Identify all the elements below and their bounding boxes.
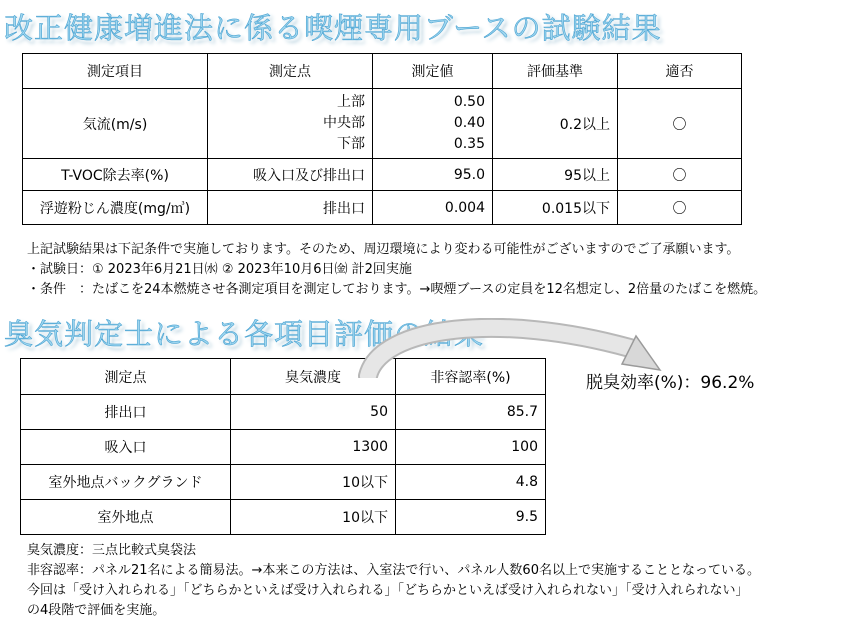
table-header-row (23, 54, 742, 89)
curved-arrow-icon (340, 318, 670, 378)
odor-heading: 臭気判定士による各項目評価の結果 (4, 317, 485, 351)
cell-rate: 85.7 (396, 395, 546, 430)
point-label: 下部 (337, 136, 365, 152)
table-row (23, 89, 742, 159)
row-criterion: 95以上 (493, 159, 618, 191)
table-row (21, 465, 546, 500)
cell-odor: 10以下 (231, 465, 396, 500)
odor-evaluation-table (20, 358, 546, 535)
cell-rate: 100 (396, 430, 546, 465)
cell-odor: 10以下 (231, 500, 396, 535)
row-points: 吸入口及び排出口 (208, 159, 373, 191)
deodorization-rate: 脱臭効率(%)：96.2% (586, 373, 755, 393)
header-value: 測定値 (373, 54, 493, 89)
table-row (23, 191, 742, 225)
row-values (373, 89, 493, 159)
cell-rate: 9.5 (396, 500, 546, 535)
table-row (21, 430, 546, 465)
header-point: 測定点 (208, 54, 373, 89)
point-label: 上部 (337, 94, 365, 110)
row-result: 〇 (618, 191, 742, 225)
cell-point: 室外地点 (21, 500, 231, 535)
results-heading: 改正健康増進法に係る喫煙専用ブースの試験結果 (4, 11, 662, 45)
cell-rate: 4.8 (396, 465, 546, 500)
header-point: 測定点 (21, 359, 231, 395)
row-criterion: 0.2以上 (493, 89, 618, 159)
header-item: 測定項目 (23, 54, 208, 89)
table-row (21, 395, 546, 430)
note-line: 非容認率：パネル21名による簡易法。→本来この方法は、入室法で行い、パネル人数60名以上で実施することとなっている。 (27, 563, 760, 578)
row-item: T-VOC除去率(%) (23, 159, 208, 191)
value-cell: 0.35 (453, 136, 485, 152)
header-odor: 臭気濃度 (231, 359, 396, 395)
row-item: 浮遊粉じん濃度(mg/㎥) (23, 191, 208, 225)
note-line: の4段階で評価を実施。 (27, 603, 166, 618)
point-label: 中央部 (323, 115, 365, 131)
header-result: 適否 (618, 54, 742, 89)
cell-point: 室外地点バックグランド (21, 465, 231, 500)
cell-odor: 50 (231, 395, 396, 430)
row-criterion: 0.015以下 (493, 191, 618, 225)
value-cell: 0.004 (373, 191, 493, 225)
cell-point: 吸入口 (21, 430, 231, 465)
note-line: 上記試験結果は下記条件で実施しております。そのため、周辺環境により変わる可能性がございますのでご了承願います。 (27, 242, 740, 257)
value-cell: 0.50 (453, 94, 485, 110)
note-line: 臭気濃度：三点比較式臭袋法 (27, 543, 197, 558)
value-cell: 95.0 (373, 159, 493, 191)
cell-point: 排出口 (21, 395, 231, 430)
row-item: 気流(m/s) (23, 89, 208, 159)
odor-method-notes (27, 541, 760, 621)
booth-test-table (22, 53, 742, 225)
note-line: ・試験日：① 2023年6月21日㈬ ② 2023年10月6日㈮ 計2回実施 (27, 262, 412, 277)
row-points: 排出口 (208, 191, 373, 225)
row-result: 〇 (618, 159, 742, 191)
row-points (208, 89, 373, 159)
header-rate: 非容認率(%) (396, 359, 546, 395)
header-criterion: 評価基準 (493, 54, 618, 89)
test-conditions-notes (27, 240, 766, 300)
table-row (21, 500, 546, 535)
table-row (23, 159, 742, 191)
note-line: ・条件 ：たばこを24本燃焼させ各測定項目を測定しております。→喫煙ブースの定員を12名想定し、2倍量のたばこを燃焼。 (27, 282, 767, 297)
cell-odor: 1300 (231, 430, 396, 465)
row-result: 〇 (618, 89, 742, 159)
note-line: 今回は「受け入れられる」「どちらかといえば受け入れられる」「どちらかといえば受け入れられない」「受け入れられない」 (27, 583, 749, 598)
value-cell: 0.40 (453, 115, 485, 131)
